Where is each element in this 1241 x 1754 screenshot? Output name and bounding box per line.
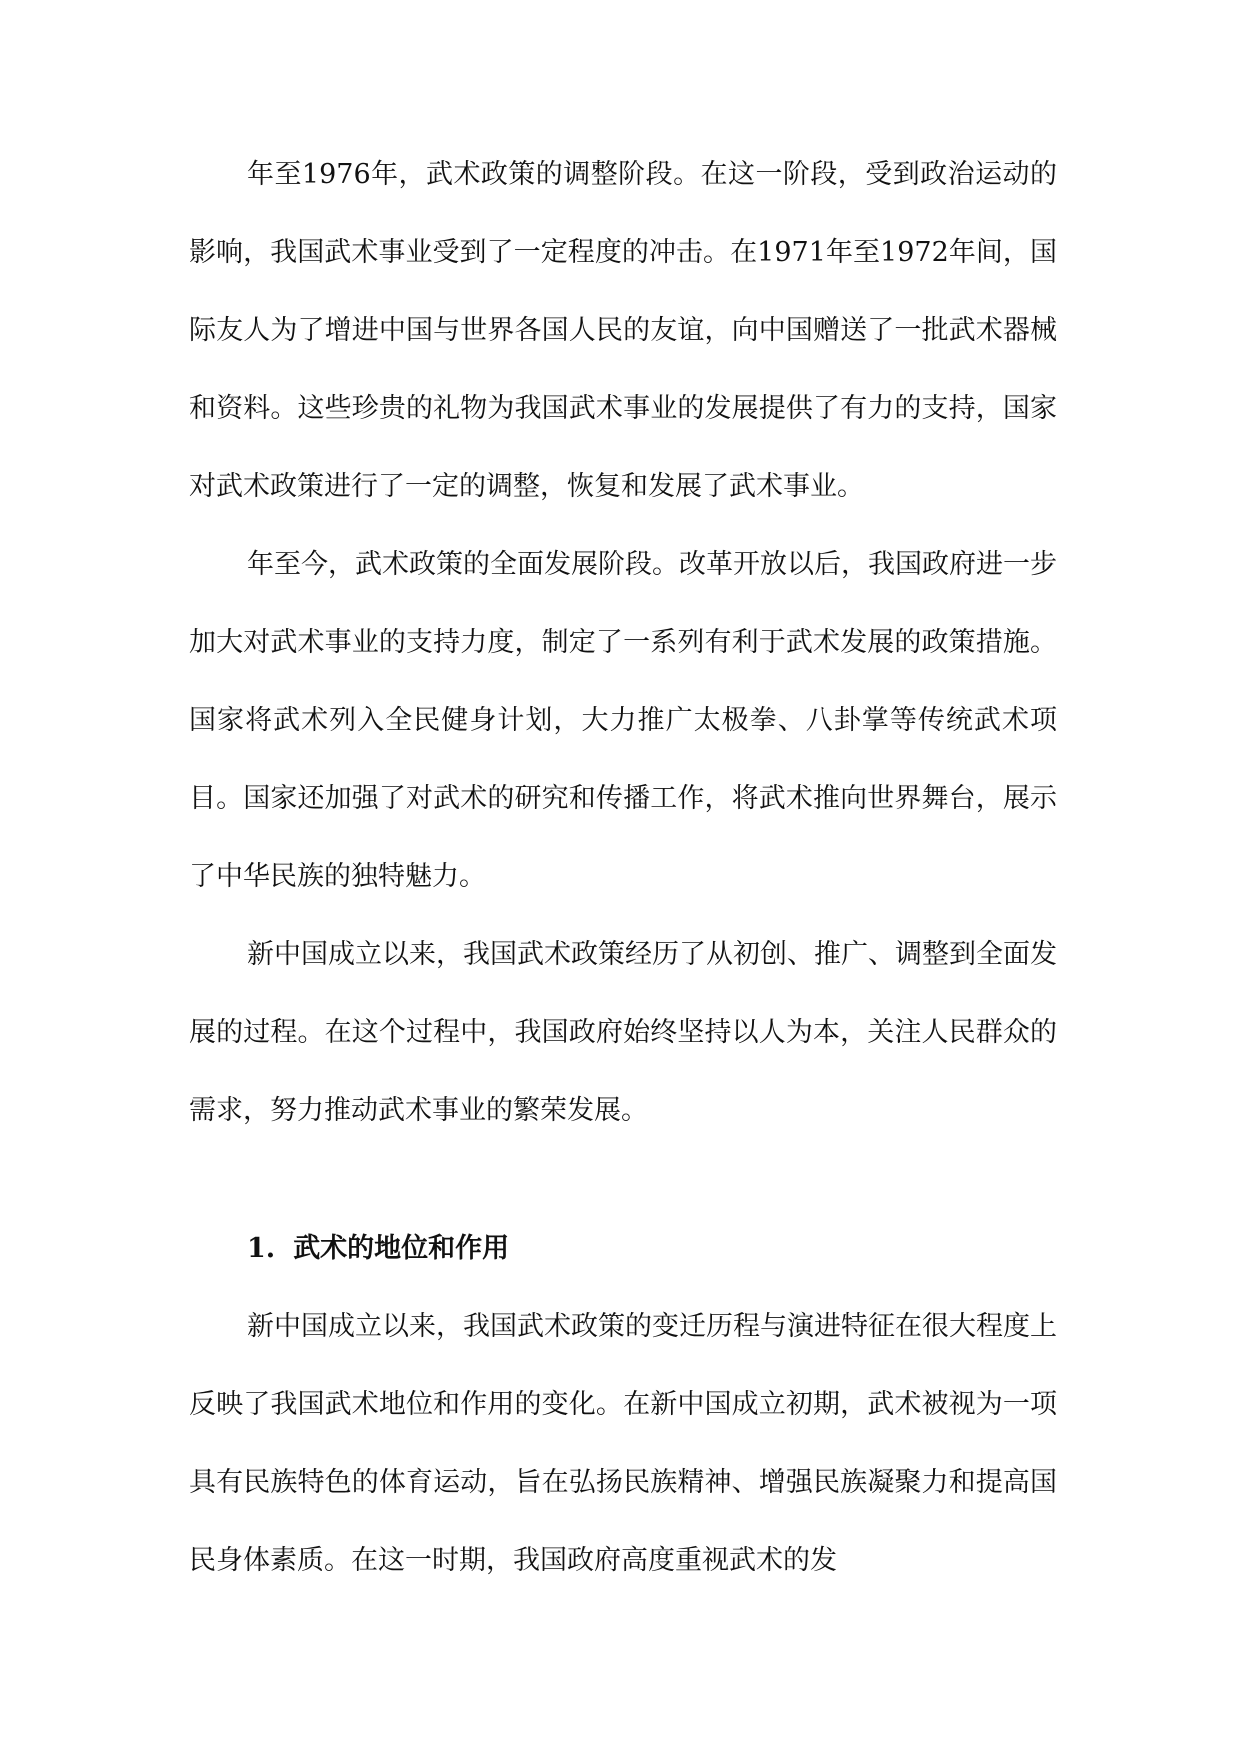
section-number: 1. — [247, 1233, 276, 1264]
paragraph-summary: 新中国成立以来，我国武术政策经历了从初创、推广、调整到全面发展的过程。在这个过程中，我国政府始终坚持以人为本，关注人民群众的需求，努力推动武术事业的繁荣发展。 — [189, 939, 1057, 1126]
section-heading — [189, 1210, 1057, 1288]
section-title: 武术的地位和作用 — [293, 1233, 510, 1264]
paragraph-full-development-stage: 年至今，武术政策的全面发展阶段。改革开放以后，我国政府进一步加大对武术事业的支持力度，制定了一系列有利于武术发展的政策措施。国家将武术列入全民健身计划，大力推广太极拳、八卦掌等传统武术项目。国家还加强了对武术的研究和传播工作，将武术推向世界舞台，展示了中华民族的独特魅力。 — [189, 549, 1057, 892]
document-body — [189, 136, 1057, 1600]
paragraph-adjustment-stage: 年至1976年，武术政策的调整阶段。在这一阶段，受到政治运动的影响，我国武术事业受到了一定程度的冲击。在1971年至1972年间，国际友人为了增进中国与世界各国人民的友谊，向中国赠送了一批武术器械和资料。这些珍贵的礼物为我国武术事业的发展提供了有力的支持，国家对武术政策进行了一定的调整，恢复和发展了武术事业。 — [189, 159, 1057, 502]
paragraph-status-and-role: 新中国成立以来，我国武术政策的变迁历程与演进特征在很大程度上反映了我国武术地位和作用的变化。在新中国成立初期，武术被视为一项具有民族特色的体育运动，旨在弘扬民族精神、增强民族凝聚力和提高国民身体素质。在这一时期，我国政府高度重视武术的发 — [189, 1311, 1057, 1576]
